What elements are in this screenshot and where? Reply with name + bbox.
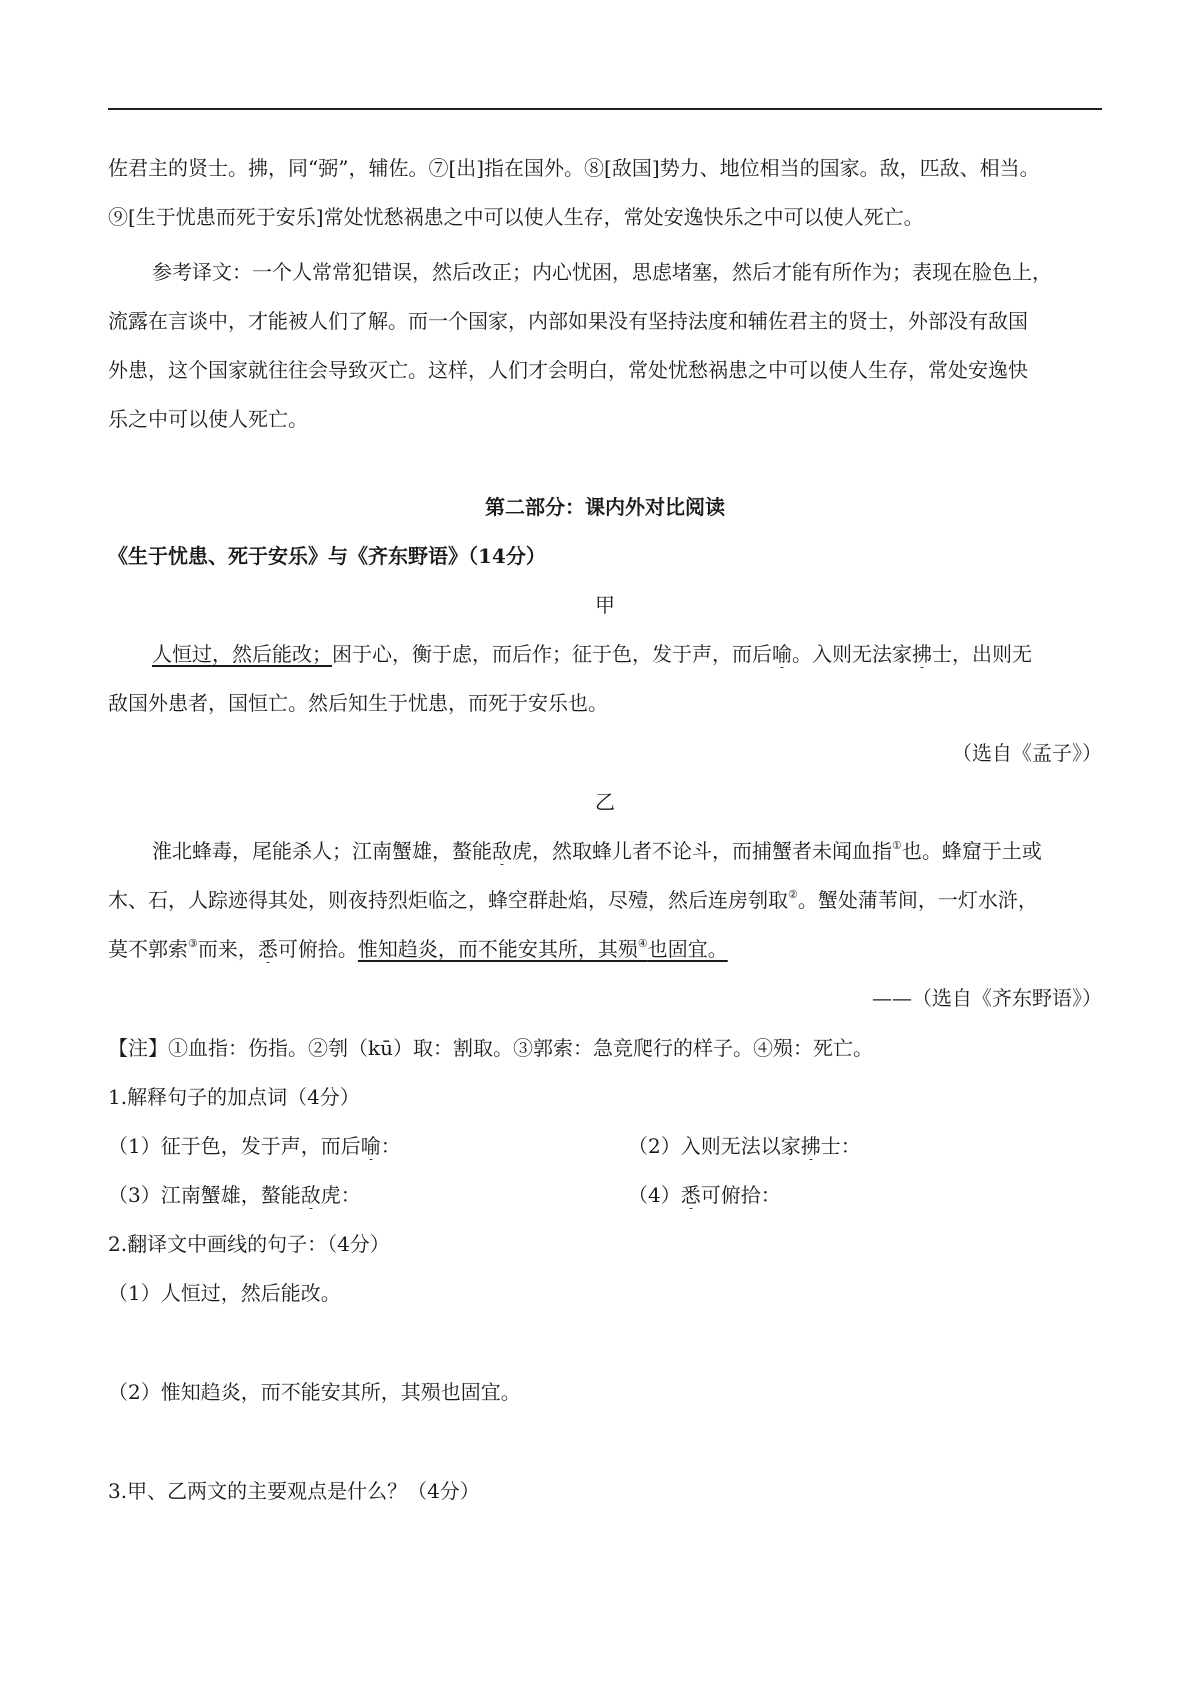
jia-underlined-sentence: 人恒过，然后能改； [152, 642, 332, 666]
translation-line-1: 参考译文：一个人常常犯错误，然后改正；内心忧困，思虑堵塞，然后才能有所作为；表现在脸色上， [152, 260, 1052, 284]
question-1-item-4: （4）悉可俯拾： [628, 1183, 781, 1207]
passage-yi-line-2: 木、石，人踪迹得其处，则夜持烈炬临之，蜂空群赴焰，尽殪，然后连房刳取②。蟹处蒲苇间，一灯水浒， [108, 888, 1038, 912]
passage-yi-source: ——（选自《齐东野语》） [872, 986, 1102, 1010]
translation-line-3: 外患，这个国家就往往会导致灭亡。这样，人们才会明白，常处忧愁祸患之中可以使人生存，常处安逸快 [108, 358, 1028, 382]
passage-jia-source: （选自《孟子》） [952, 741, 1102, 765]
passage-jia-label: 甲 [595, 593, 615, 617]
passage-title: 《生于忧患、死于安乐》与《齐东野语》（14分） [108, 544, 546, 568]
footnote-marker: ② [788, 888, 798, 901]
passage-jia-line-2: 敌国外患者，国恒亡。然后知生于忧患，而死于安乐也。 [108, 691, 608, 715]
footnote-marker: ③ [188, 937, 198, 950]
translation-line-4: 乐之中可以使人死亡。 [108, 407, 308, 431]
question-2-title: 2.翻译文中画线的句子：（4分） [108, 1232, 390, 1256]
passage-yi-line-1: 淮北蜂毒，尾能杀人；江南蟹雄，螯能敌虎，然取蜂儿者不论斗，而捕蟹者未闻血指①也。蜂窟于土或 [152, 839, 1042, 863]
dotted-word: 敌 [300, 1183, 321, 1207]
passage-yi-line-3: 莫不郭索③而来，悉可俯拾。惟知趋炎，而不能安其所，其殒④也固宜。 [108, 937, 728, 961]
question-3-title: 3.甲、乙两文的主要观点是什么？（4分） [108, 1479, 480, 1503]
notes-line-1: 佐君主的贤士。拂，同“弼”，辅佐。⑦[出]指在国外。⑧[敌国]势力、地位相当的国家。敌，匹敌、相当。 [108, 156, 1040, 180]
question-1-item-3: （3）江南蟹雄，螯能敌虎： [108, 1183, 361, 1207]
dotted-word: 拂 [912, 642, 932, 666]
dotted-word: 拂 [800, 1134, 821, 1158]
dotted-word: 悉 [680, 1183, 701, 1207]
dotted-word: 敌 [492, 839, 512, 863]
notes-line-2: ⑨[生于忧患而死于安乐]常处忧愁祸患之中可以使人生存，常处安逸快乐之中可以使人死亡。 [108, 205, 924, 229]
footnote-marker: ① [892, 839, 902, 852]
question-1-title: 1.解释句子的加点词（4分） [108, 1085, 360, 1109]
dotted-word: 喻 [772, 642, 792, 666]
annotation-notes: 【注】①血指：伤指。②刳（kū）取：割取。③郭索：急竞爬行的样子。④殒：死亡。 [108, 1036, 873, 1060]
question-1-row-1 [108, 1132, 1102, 1160]
question-1-item-2: （2）入则无法以家拂士： [628, 1134, 861, 1158]
question-1-item-1: （1）征于色，发于声，而后喻： [108, 1134, 401, 1158]
passage-jia-line-1: 人恒过，然后能改；困于心，衡于虑，而后作；征于色，发于声，而后喻。入则无法家拂士，出则无 [152, 642, 1032, 666]
dotted-word: 悉 [257, 937, 278, 961]
dotted-word: 喻 [360, 1134, 381, 1158]
footnote-marker: ④ [637, 937, 648, 950]
translation-line-2: 流露在言谈中，才能被人们了解。而一个国家，内部如果没有坚持法度和辅佐君主的贤士，外部没有敌国 [108, 309, 1028, 333]
yi-underlined-sentence: 惟知趋炎，而不能安其所，其殒④也固宜。 [357, 937, 728, 961]
passage-yi-label: 乙 [595, 790, 615, 814]
section-title: 第二部分：课内外对比阅读 [485, 495, 725, 519]
question-2-item-1: （1）人恒过，然后能改。 [108, 1281, 341, 1305]
header-rule [108, 108, 1102, 110]
question-2-item-2: （2）惟知趋炎，而不能安其所，其殒也固宜。 [108, 1380, 521, 1404]
question-1-row-2 [108, 1181, 1102, 1209]
